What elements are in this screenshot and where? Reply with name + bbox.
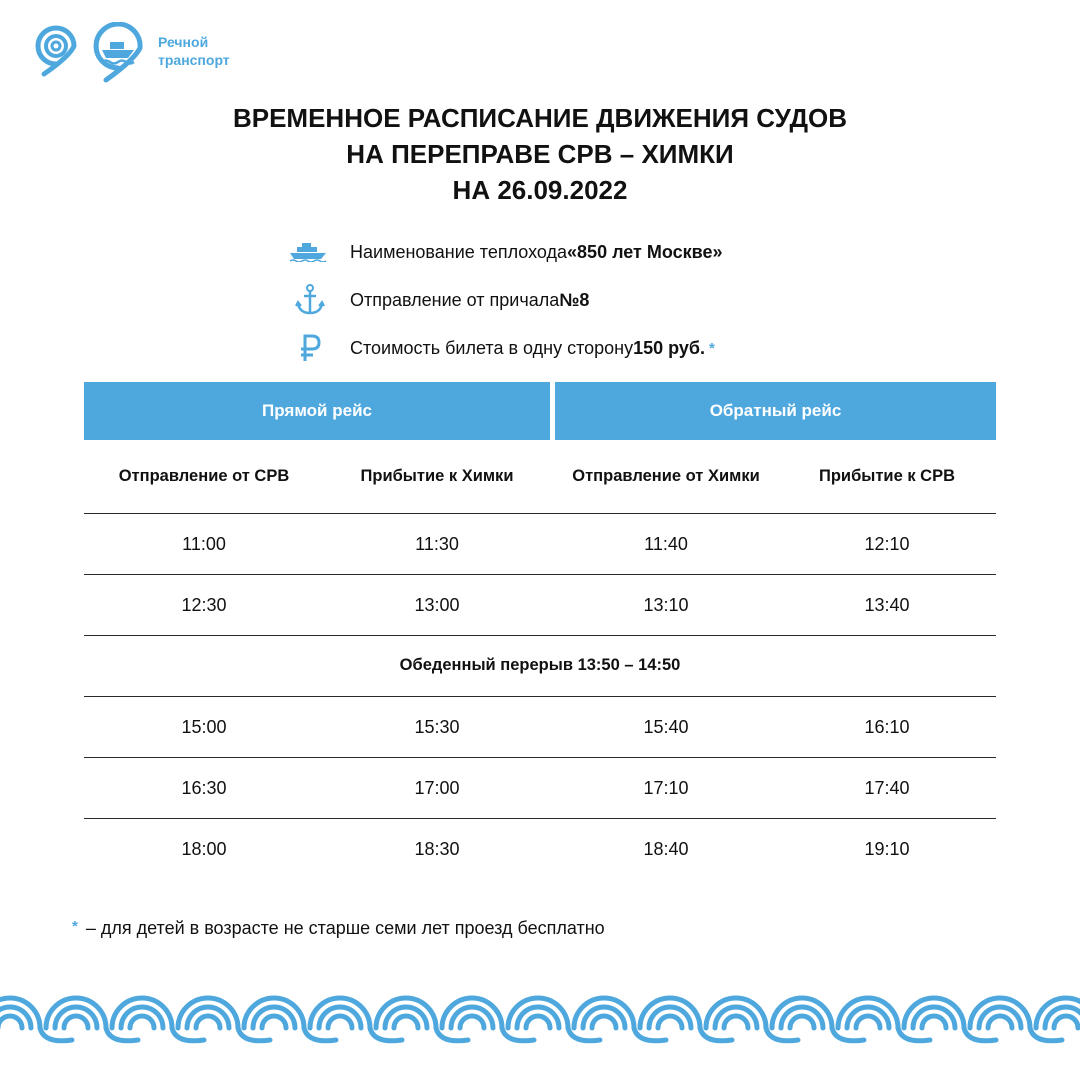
time-cell: 19:10 — [864, 838, 910, 859]
table-row — [84, 696, 996, 757]
table-row — [84, 513, 996, 574]
logo-ship-icon — [90, 22, 150, 86]
footnote-text: – для детей в возрасте не старше семи лет проезд бесплатно — [85, 918, 605, 938]
logo-text — [158, 33, 230, 69]
time-cell: 11:40 — [644, 533, 688, 554]
logo-line-1: Речной — [158, 34, 209, 50]
logo — [30, 22, 230, 86]
time-cell: 17:40 — [864, 777, 910, 798]
time-cell: 17:00 — [414, 777, 460, 798]
anchor-icon — [282, 284, 338, 316]
time-cell: 13:10 — [643, 594, 689, 615]
price-footnote-mark: * — [709, 339, 715, 357]
time-cell: 13:00 — [414, 594, 460, 615]
title-line-3: НА 26.09.2022 — [452, 175, 628, 205]
price-label: Стоимость билета в одну сторону — [350, 337, 634, 358]
pier-number: №8 — [559, 289, 590, 310]
time-cell: 15:00 — [181, 716, 227, 737]
time-cell: 11:00 — [182, 533, 226, 554]
table-row — [84, 574, 996, 635]
wave-mark — [1036, 998, 1080, 1041]
title-line-2: НА ПЕРЕПРАВЕ СРВ – ХИМКИ — [346, 139, 734, 169]
pier-info — [282, 276, 722, 324]
col-arrive-khimki: Прибытие к Химки — [360, 466, 514, 485]
time-cell: 18:00 — [181, 838, 227, 859]
time-cell: 12:30 — [181, 594, 227, 615]
ruble-icon — [282, 334, 338, 362]
time-cell: 12:10 — [864, 533, 910, 554]
info-block — [282, 228, 722, 372]
logo-nine-icon — [30, 24, 82, 84]
header-return: Обратный рейс — [555, 382, 996, 440]
col-depart-srv: Отправление от СРВ — [118, 466, 290, 485]
time-cell: 17:10 — [643, 777, 689, 798]
time-cell: 18:30 — [414, 838, 460, 859]
footnote-mark: * — [72, 918, 78, 935]
time-cell: 15:40 — [643, 716, 689, 737]
time-cell: 13:40 — [864, 594, 910, 615]
header-forward: Прямой рейс — [84, 382, 550, 440]
col-depart-khimki: Отправление от Химки — [572, 466, 760, 485]
title-line-1: ВРЕМЕННОЕ РАСПИСАНИЕ ДВИЖЕНИЯ СУДОВ — [232, 103, 848, 133]
table-row — [84, 757, 996, 818]
price-value: 150 руб. — [633, 337, 706, 358]
time-cell: 11:30 — [415, 533, 459, 554]
time-cell: 16:30 — [181, 777, 227, 798]
lunch-break-text: Обеденный перерыв 13:50 – 14:50 — [399, 655, 681, 674]
schedule-table — [84, 513, 996, 879]
price-info — [282, 324, 722, 372]
pier-label: Отправление от причала — [350, 289, 560, 310]
table-row — [84, 818, 996, 879]
waves-decoration — [0, 976, 1080, 1066]
time-cell: 15:30 — [414, 716, 460, 737]
footnote — [72, 918, 605, 939]
page-title — [0, 100, 1080, 208]
ship-icon — [282, 242, 338, 262]
ship-label: Наименование теплохода — [350, 241, 568, 262]
col-arrive-srv: Прибытие к СРВ — [818, 466, 956, 485]
time-cell: 18:40 — [643, 838, 689, 859]
lunch-row — [84, 635, 996, 696]
logo-line-2: транспорт — [158, 52, 230, 68]
time-cell: 16:10 — [864, 716, 910, 737]
ship-name: «850 лет Москве» — [567, 241, 723, 262]
ship-info — [282, 228, 722, 276]
